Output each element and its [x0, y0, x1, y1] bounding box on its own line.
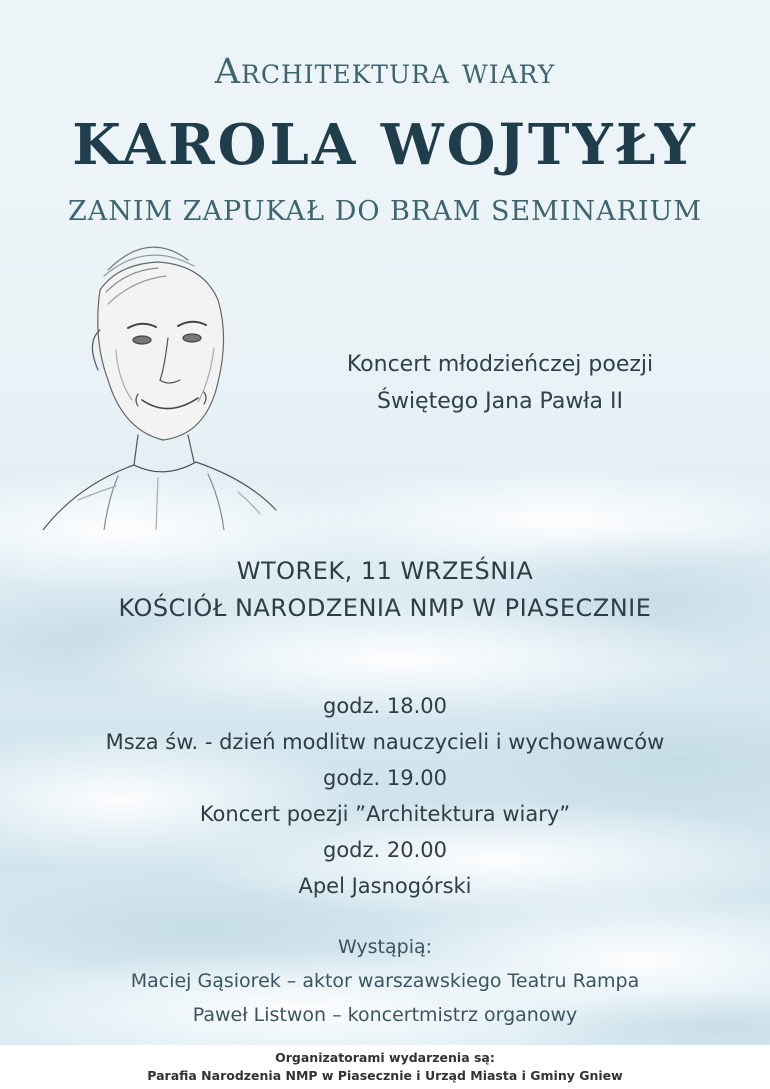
schedule-item: godz. 19.00 [322, 766, 447, 790]
concert-line-1: Koncert młodzieńczej poezji [346, 352, 654, 377]
footer-line-2: Parafia Narodzenia NMP w Piasecznie i Urząd Miasta i Gminy Gniew [147, 1068, 623, 1083]
performer-item: Maciej Gąsiorek – aktor warszawskiego Teatru Rampa [130, 970, 640, 992]
title-line-2: KAROLA WOJTYŁY [72, 112, 698, 178]
schedule-item: Apel Jasnogórski [298, 874, 472, 898]
performer-item: Paweł Listwon – koncertmistrz organowy [192, 1004, 578, 1026]
title-line-1: Architektura wiary [214, 52, 556, 92]
schedule-item: Koncert poezji ”Architektura wiary” [199, 802, 571, 826]
schedule-item: godz. 18.00 [322, 694, 447, 718]
subtitle: ZANIM ZAPUKAŁ DO BRAM SEMINARIUM [67, 196, 702, 227]
event-info [0, 553, 770, 627]
portrait-sketch [38, 230, 278, 530]
concert-line-2: Świętego Jana Pawła II [376, 389, 624, 414]
schedule [0, 688, 770, 904]
performers [0, 930, 770, 1032]
schedule-item: godz. 20.00 [322, 838, 447, 862]
concert-description [300, 346, 700, 420]
event-place: KOŚCIÓŁ NARODZENIA NMP W PIASECZNIE [118, 594, 652, 622]
footer [0, 1045, 770, 1089]
footer-line-1: Organizatorami wydarzenia są: [275, 1050, 495, 1065]
performers-heading: Wystąpią: [337, 936, 433, 958]
event-date: WTOREK, 11 WRZEŚNIA [236, 557, 534, 585]
schedule-item: Msza św. - dzień modlitw nauczycieli i wychowawców [105, 730, 665, 754]
